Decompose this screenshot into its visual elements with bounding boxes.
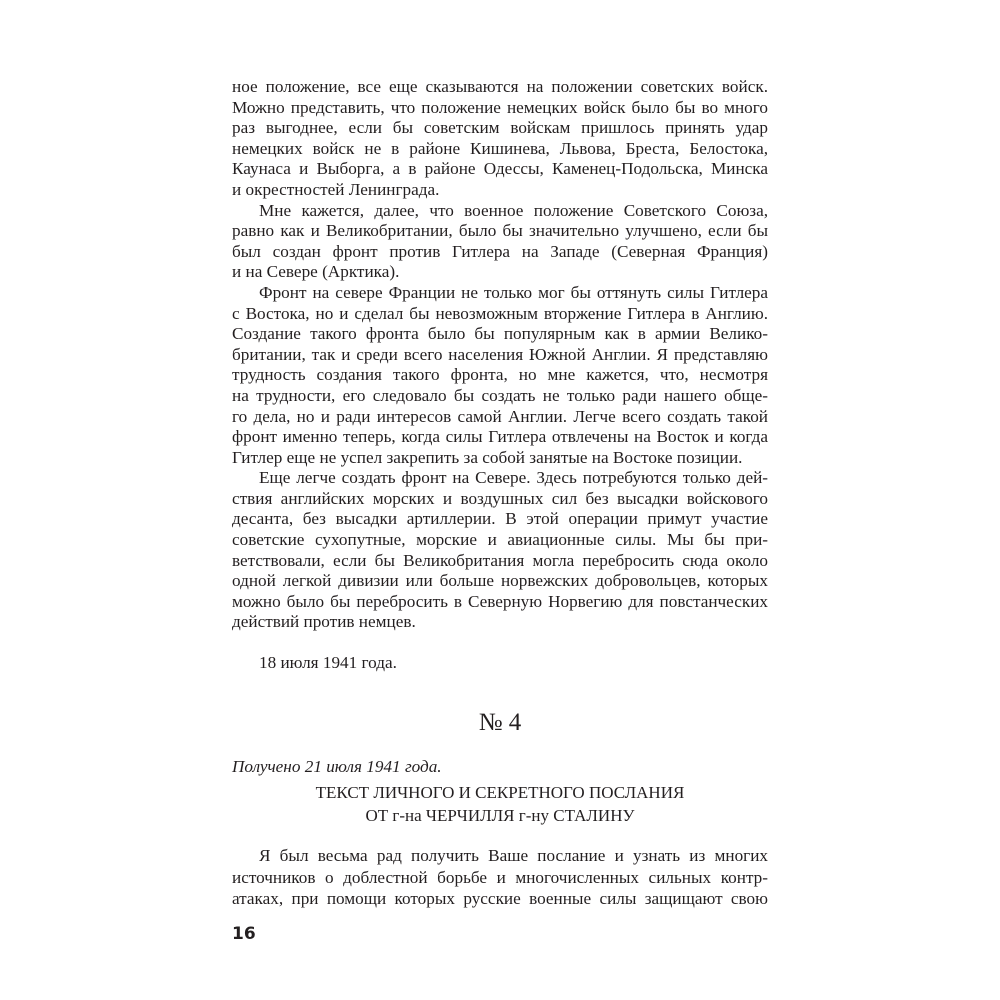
text-line: источников о доблестной борьбе и многочисленных сильных контр- [232, 867, 768, 887]
text-line: одной легкой дивизии или больше норвежских добровольцев, которых [232, 571, 768, 591]
text-line: и окрестностей Ленинграда. [232, 179, 440, 199]
page-number: 16 [232, 924, 256, 944]
text-line: десанта, без высадки артиллерии. В этой операции примут участие [232, 509, 768, 529]
text-line: Еще легче создать фронт на Севере. Здесь потребуются только дей- [259, 468, 768, 488]
text-line: на трудности, его следовало бы создать не только ради нашего обще- [232, 385, 768, 405]
text-line: ствия английских морских и воздушных сил без высадки войскового [232, 488, 768, 508]
text-line: ное положение, все еще сказываются на положении советских войск. [232, 77, 768, 96]
text-line: британии, так и среди всего населения Южной Англии. Я представляю [232, 344, 768, 364]
text-line: и на Севере (Арктика). [232, 262, 400, 282]
received-date: Получено 21 июля 1941 года. [232, 757, 442, 776]
text-line: немецких войск не в районе Кишинева, Львова, Бреста, Белостока, [232, 138, 768, 158]
document-number: № 4 [478, 709, 522, 736]
text-line: с Востока, но и сделал бы невозможным вторжение Гитлера в Англию. [232, 303, 768, 323]
text-line: был создан фронт против Гитлера на Западе (Северная Франция) [232, 241, 768, 261]
text-line: трудность создания такого фронта, но мне кажется, что, несмотря [232, 365, 768, 385]
text-line: действий против немцев. [232, 612, 416, 632]
text-line: Мне кажется, далее, что военное положение Советского Союза, [259, 200, 768, 220]
text-line: атаках, при помощи которых русские военные силы защищают свою [232, 889, 768, 908]
text-line: Гитлер еще не успел закрепить за собой занятые на Востоке позиции. [232, 447, 743, 467]
body-text-part1 [232, 77, 768, 633]
body-text-part2 [232, 845, 768, 910]
text-line: Фронт на севере Франции не только мог бы оттянуть силы Гитлера [259, 282, 768, 302]
text-line: фронт именно теперь, когда силы Гитлера отвлечены на Восток и когда [232, 427, 768, 447]
text-line: равно как и Великобритании, было бы значительно улучшено, если бы [232, 221, 768, 241]
text-line: го дела, но и ради интересов самой Англии. Легче всего создать такой [232, 406, 768, 426]
document-heading [232, 782, 768, 827]
text-line: раз выгоднее, если бы советским войскам пришлось принять удар [232, 118, 768, 138]
letter-date: 18 июля 1941 года. [259, 653, 397, 672]
text-line: Можно представить, что положение немецких войск было бы во много [232, 97, 768, 117]
text-line: можно было бы перебросить в Северную Норвегию для повстанческих [232, 591, 768, 611]
text-line: Каунаса и Выборга, а в районе Одессы, Каменец-Подольска, Минска [232, 159, 768, 179]
heading-line-1: ТЕКСТ ЛИЧНОГО И СЕКРЕТНОГО ПОСЛАНИЯ [315, 783, 685, 802]
text-line: Я был весьма рад получить Ваше послание и узнать из многих [259, 846, 768, 865]
heading-line-2: ОТ г-на ЧЕРЧИЛЛЯ г-ну СТАЛИНУ [365, 805, 635, 825]
text-line: ветствовали, если бы Великобритания могла перебросить сюда около [232, 550, 768, 570]
text-line: советские сухопутные, морские и авиационные силы. Мы бы при- [232, 530, 768, 550]
text-line: Создание такого фронта было бы популярным как в армии Велико- [232, 324, 768, 344]
